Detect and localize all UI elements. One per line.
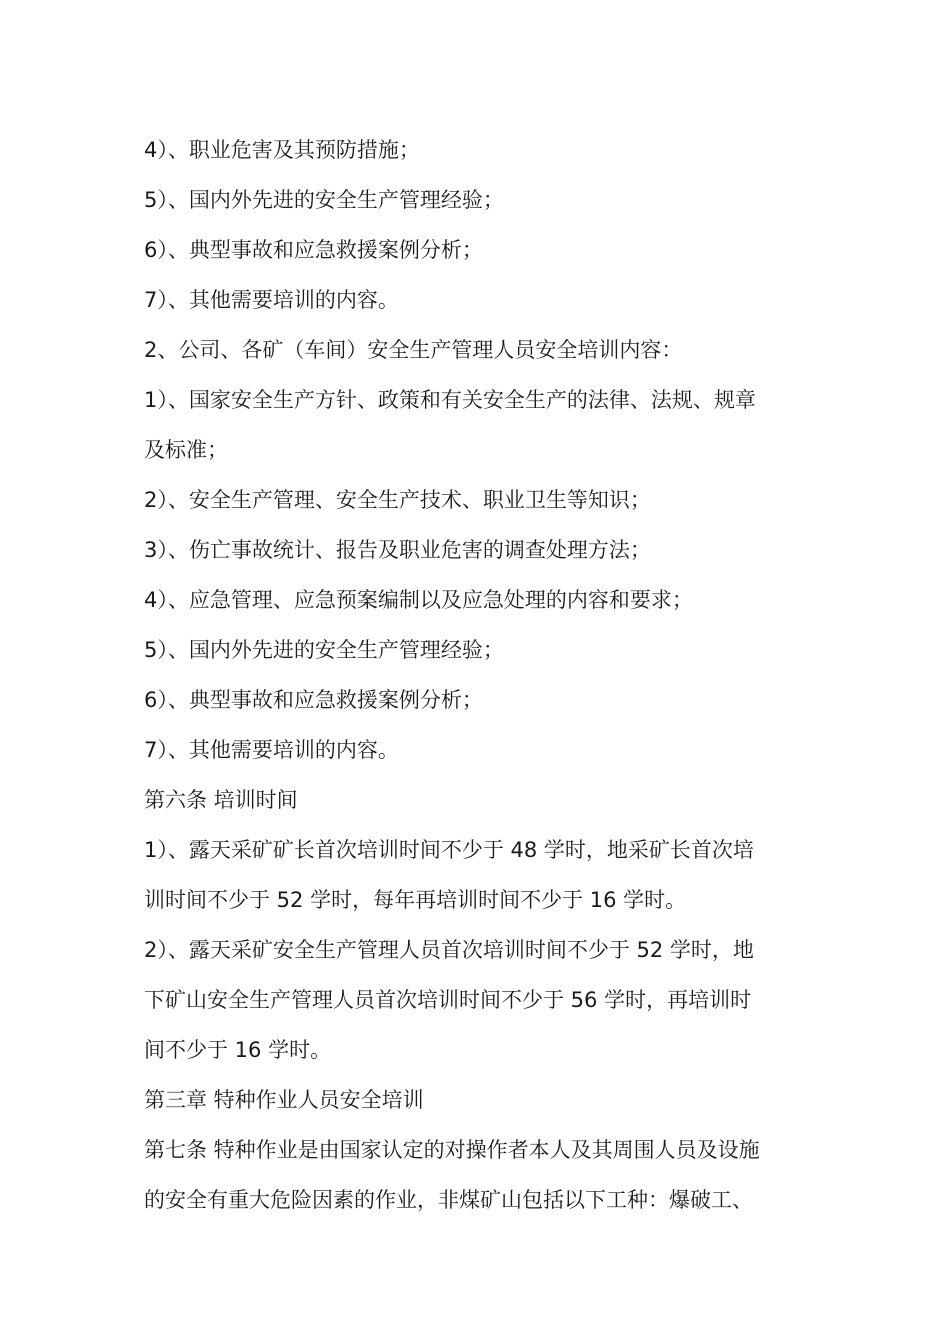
text-line: 5）、国内外先进的安全生产管理经验； <box>144 638 504 662</box>
text-line: 4）、应急管理、应急预案编制以及应急处理的内容和要求； <box>144 588 693 612</box>
text-line: 2）、露天采矿安全生产管理人员首次培训时间不少于 52 学时，地 <box>144 938 754 962</box>
section-heading: 2、公司、各矿（车间）安全生产管理人员安全培训内容： <box>144 338 683 362</box>
text-line: 1）、露天采矿矿长首次培训时间不少于 48 学时，地采矿长首次培 <box>144 838 754 862</box>
text-line: 间不少于 16 学时。 <box>144 1038 332 1062</box>
text-line: 7）、其他需要培训的内容。 <box>144 738 399 762</box>
text-line: 4）、职业危害及其预防措施； <box>144 138 420 162</box>
text-line: 3）、伤亡事故统计、报告及职业危害的调查处理方法； <box>144 538 651 562</box>
text-line: 6）、典型事故和应急救援案例分析； <box>144 688 483 712</box>
text-line: 及标准； <box>144 438 228 462</box>
text-line: 下矿山安全生产管理人员首次培训时间不少于 56 学时，再培训时 <box>144 988 752 1012</box>
text-line: 训时间不少于 52 学时，每年再培训时间不少于 16 学时。 <box>144 888 687 912</box>
text-line: 的安全有重大危险因素的作业，非煤矿山包括以下工种：爆破工、 <box>144 1188 753 1212</box>
article-heading: 第六条 培训时间 <box>144 788 298 812</box>
text-line: 5）、国内外先进的安全生产管理经验； <box>144 188 504 212</box>
text-line: 6）、典型事故和应急救援案例分析； <box>144 238 483 262</box>
chapter-heading: 第三章 特种作业人员安全培训 <box>144 1088 424 1112</box>
document-body <box>144 125 814 1225</box>
text-line: 第七条 特种作业是由国家认定的对操作者本人及其周围人员及设施 <box>144 1138 760 1162</box>
text-line: 1）、国家安全生产方针、政策和有关安全生产的法律、法规、规章 <box>144 388 756 412</box>
text-line: 7）、其他需要培训的内容。 <box>144 288 399 312</box>
text-line: 2）、安全生产管理、安全生产技术、职业卫生等知识； <box>144 488 651 512</box>
